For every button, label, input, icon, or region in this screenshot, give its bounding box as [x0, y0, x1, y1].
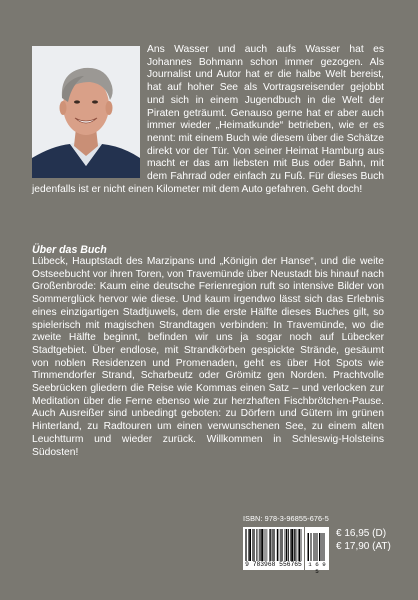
barcode-bar — [245, 529, 246, 561]
barcode-bar — [246, 529, 247, 561]
barcode-bar — [286, 529, 287, 561]
barcode-bar — [282, 529, 283, 561]
barcode-bar — [321, 533, 322, 561]
barcode-bar — [288, 529, 289, 561]
barcode-bar — [322, 533, 323, 561]
barcode-bar — [272, 529, 273, 561]
author-bio-text: Ans Wasser und auch aufs Wasser hat es Johannes Bohmann schon immer gezogen. Als Journalist und Autor hat er die halbe Welt bereist, hat auf hoher See als Vortragsreisender gejobbt und sich in einem Jugendbuch in die Welt der Piraten geträumt. Genauso gerne hat er aber auch immer wieder „Heimatkunde“ betrieben, wie er es nennt: mit einem Buch wie diesem über die Schätze direkt vor der Tür. Von seiner Heimat Hamburg aus macht er das am liebsten mit Bus oder Bahn, mit dem Fahrrad oder einfach zu Fuß. Für dieses Buch jedenfalls ist er nicht einen Kilometer mit dem Auto gefahren. Geht doch! — [32, 44, 384, 195]
barcode-bar — [258, 529, 259, 561]
barcode-bar — [316, 533, 317, 561]
price-block — [336, 527, 391, 553]
barcode-bar — [265, 529, 266, 561]
barcode-bar — [280, 529, 281, 561]
barcode-bar — [261, 529, 263, 561]
isbn-label: ISBN: 978-3-96855-676-5 — [243, 514, 329, 523]
barcode-bar — [295, 529, 296, 561]
barcode-bar — [298, 529, 300, 561]
price-addon-barcode — [305, 527, 329, 575]
barcode-bar — [252, 529, 253, 561]
price-germany: € 16,95 (D) — [336, 528, 387, 539]
barcode-bar — [313, 533, 314, 561]
barcode-bar — [310, 533, 311, 561]
barcode-bar — [253, 529, 254, 561]
barcode-bar — [279, 529, 280, 561]
barcode-bar — [270, 529, 271, 561]
barcode-bars — [245, 529, 302, 561]
barcode-bar — [325, 533, 326, 561]
barcode-digits: 9 783968 556765 — [245, 561, 302, 568]
barcode-bar — [297, 529, 298, 561]
barcode-bar — [317, 533, 318, 561]
barcode-bar — [307, 533, 308, 561]
price-austria: € 17,90 (AT) — [336, 541, 391, 552]
about-text: Lübeck, Hauptstadt des Marzipans und „Königin der Hanse“, und die weite Ostseebucht vor ihren Toren, von Travemünde über Neustadt bis hinauf nach Großenbrode: Kaum eine deutsche Ferienregion ruft so intensive Bilder von Sommerglück hervor wie diese. Und kaum irgendwo lässt sich das Erlebnis eines einzigartigen Stadtjuwels, dem die erste Hälfte dieses Buches gilt, so spielerisch mit magischen Strandtagen verbinden: In Travemünde, wo die zweite Hälfte beginnt, befinden wir uns ja sogar noch auf Lübecker Stadtgebiet. Über endlose, mit Strandkörben gespickte Strände, gesäumt von noblen Residenzen und Promenaden, geht es über Hot Spots wie Timmendorfer Strand, Scharbeutz oder Grömitz gen Norden. Prachtvolle Seebrücken gliedern die Reise wie Kommas einen Satz – und verlocken zur Meditation über die Ferne ebenso wie zur herzhaften Fischbrötchen-Pause. Auch Ausreißer sind unbedingt geboten: zu Dörfern und Gütern im grünen Hinterland, zu Radtouren um einen verwunschenen See, zu einem alten Leuchtturm und wieder zurück. Willkommen in Schleswig-Holsteins Südosten! — [32, 256, 384, 458]
barcode-bar — [269, 529, 270, 561]
barcode-bar — [290, 529, 291, 561]
barcode-bar — [294, 529, 295, 561]
barcode-bar — [277, 529, 278, 561]
isbn-barcode — [243, 527, 304, 570]
barcode-bar — [301, 529, 302, 561]
barcode-bar — [315, 533, 316, 561]
barcode-bar — [248, 529, 249, 561]
barcode-bar — [249, 529, 251, 561]
addon-barcode-bars — [307, 533, 327, 561]
barcode-bar — [274, 529, 275, 561]
barcode-bar — [259, 529, 260, 561]
barcode-bar — [311, 533, 312, 561]
barcode-bar — [273, 529, 274, 561]
barcode-bar — [285, 529, 286, 561]
barcode-bar — [256, 529, 257, 561]
about-heading: Über das Buch — [32, 244, 107, 256]
barcode-bar — [291, 529, 293, 561]
barcode-bar — [267, 529, 268, 561]
author-bio — [32, 44, 384, 196]
addon-barcode-digits: 1 6 9 5 — [308, 561, 326, 575]
barcode-bar — [308, 533, 309, 561]
barcode-bar — [319, 533, 320, 561]
barcode-bar — [264, 529, 265, 561]
barcode-bar — [324, 533, 325, 561]
